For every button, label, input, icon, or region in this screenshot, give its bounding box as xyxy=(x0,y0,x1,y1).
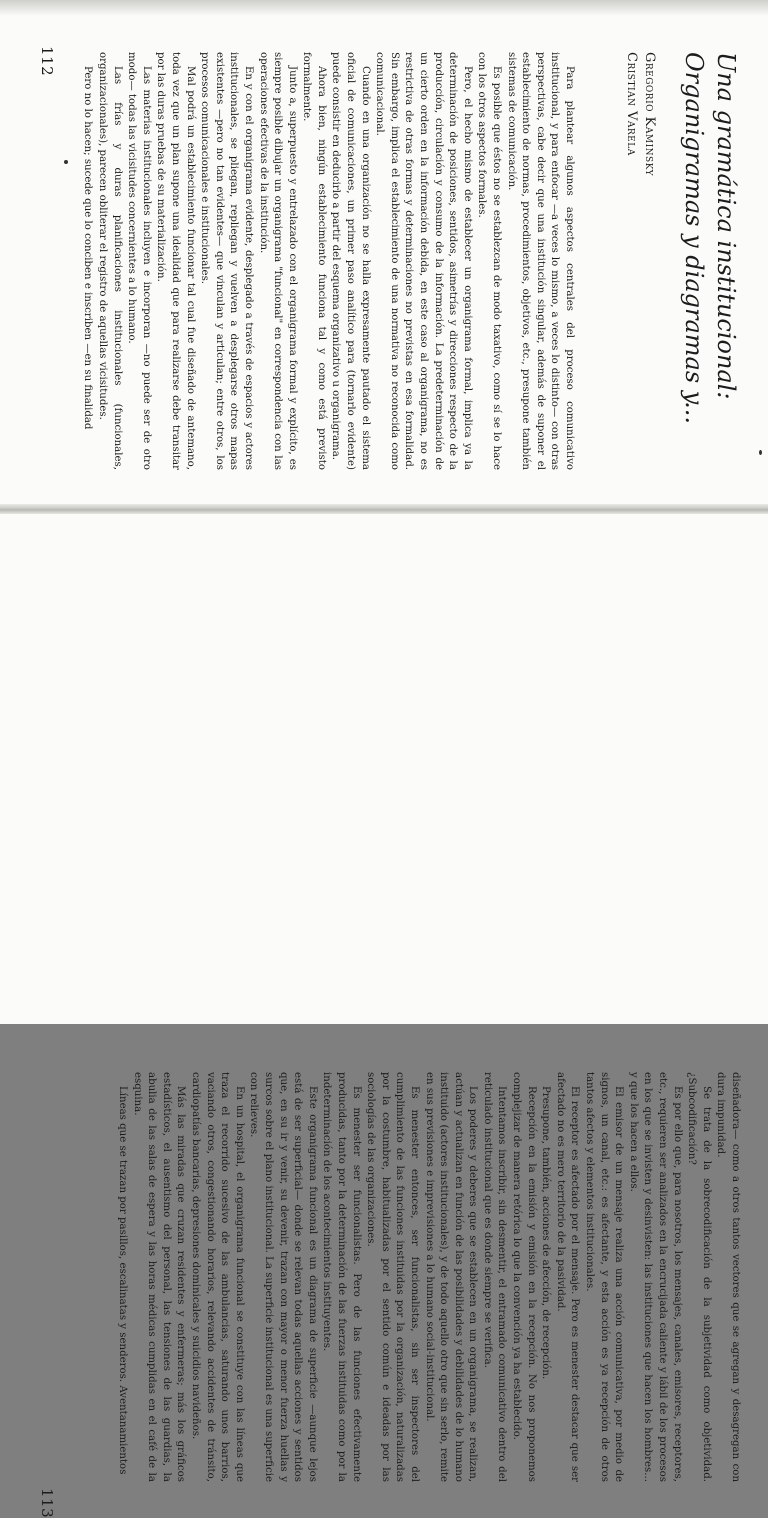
scan-speck xyxy=(64,160,68,164)
body-paragraph: Los poderes y deberes que se establecen en un organigrama, se realizan, actúan y actualizan en función de las posibilidades y debilidades de lo humano instituido (actores institucionales), y de todo aquello otro que sin serlo, remite en sus previsiones e imprevisiones a lo humano social-institucional. xyxy=(423,1072,479,1482)
body-paragraph: Junto a, superpuesto y entrelazado con el organigrama formal y explícito, es siempre posible dibujar un organigrama "funcional" en correspondencia con las operaciones efectivas de la institución. xyxy=(257,52,298,470)
body-paragraph: Líneas que se trazan por pasillos, escalinatas y senderos. Aventanamientos xyxy=(117,1086,129,1475)
body-paragraph: Presupone, también, acciones de afección, de recepción. xyxy=(540,1086,552,1380)
right-page xyxy=(0,512,768,1518)
body-paragraph: Las frías y duras planificaciones institucionales (funcionales, organizacionales), parecen obliterar el registro de aquellas vicisitudes. xyxy=(97,52,123,470)
body-paragraph: En un hospital, el organigrama funcional se constituye con las líneas que traza el recorrido sucesivo de las ambulancias, saturando unos barrios, vaciando otros, congestionando horarios, relevando accidentes de tránsito, cardiopatías bancarias, depresiones dominicales y suicidios navideños. xyxy=(190,1072,245,1482)
body-paragraph: Ahora bien, ningún establecimiento funciona tal y como está previsto formalmente. xyxy=(301,52,327,470)
page-number: 113 xyxy=(38,1488,56,1518)
body-paragraph: Este organigrama funcional es un diagrama de superficie —aunque lejos está de ser superficial— donde se relevan todas aquellas acciones y sentidos que, en su ir y venir, su devenir, trazan con mayor o menor fuerza huellas y surcos sobre el plano institucional. La superficie institucional es una superficie con relieves. xyxy=(248,1072,318,1482)
body-paragraph: Cuando en una organización no se halla expresamente pautado el sistema oficial de comunicaciones, un primer paso analítico para (tornarlo evidente) puede consistir en deducirlo a partir del esquema organizativo u organigrama. xyxy=(330,52,371,470)
page-number: 112 xyxy=(38,46,56,77)
chapter-title-line-2: Organigramas y diagramas y... xyxy=(680,52,708,425)
body-paragraph: Es menester entonces, ser funcionalistas, sin ser inspectores del cumplimiento de las funciones instituidas por la organización, naturalizadas por la costumbre, habitualizadas por el sentido común e ideadas por las sociologías de las organizaciones. xyxy=(365,1072,420,1482)
body-paragraph: Intentamos inscribir, sin desmentir, el entramado comunicativo dentro del reticulado institucional que es donde siempre se verifica. xyxy=(481,1072,508,1482)
body-paragraph: Es por ello que, para nosotros, los mensajes, canales, emisores, receptores, etc., requieren ser analizados en la encrucijada caliente y lábil de los procesos en los que se invisten y desinvisten: las instituciones que hacen los hombres... y que los hacen a ellos. xyxy=(627,1072,683,1482)
left-page-body xyxy=(76,52,576,470)
body-paragraph: Las materias institucionales incluyen e incorporan —no puede ser de otro modo— todas las vicisitudes concernientes a lo humano. xyxy=(126,52,152,470)
scan-speck xyxy=(759,450,762,455)
body-paragraph: diseñadora— como a otros tantos vectores que se agregan y desagregan con dura impunidad. xyxy=(715,1072,741,1482)
author-name: Gregorio Kaminsky xyxy=(642,52,657,177)
author-name: Cristian Varela xyxy=(624,52,639,156)
page-edge-shadow xyxy=(0,0,768,16)
chapter-title-line-1: Una gramática institucional: xyxy=(712,52,740,400)
body-paragraph: Para plantear algunos aspectos centrales del proceso comunicativo institucional, y para enfocar —a veces lo mismo, a veces lo distinto— con otras perspectivas, cabe decir que una institución singular, además de suponer el establecimiento de normas, procedimientos, objetivos, etc., presupone también sistemas de comunicación. xyxy=(505,52,575,470)
body-paragraph: Más las miradas que cruzan residentes y enfermeras; más los gráficos estadísticos, el ausentismo del personal, las tensiones de las guardias, la abulia de las salas de espera y las horas médicas cumplidas en el café de la esquina. xyxy=(131,1072,187,1482)
body-paragraph: El emisor de un mensaje realiza una acción comunicativa, por medio de signos, un canal, etc.: es afectante, y esta acción es ya recepción de otros tantos afectos y elementos institucionales. xyxy=(584,1072,625,1482)
body-paragraph: Recepción en la emisión y emisión en la recepción. No nos proponemos complejizar de manera retórica lo que la convención ya ha establecido. xyxy=(511,1072,537,1482)
body-paragraph: El receptor es afectado por el mensaje. Pero es menester destacar que ser afectado no es mero territorio de la pasividad. xyxy=(554,1072,581,1482)
body-paragraph: Pero, el hecho mismo de establecer un organigrama formal, implica ya la determinación de posiciones, sentidos, asimetrías y direcciones respecto de la producción, circulación y consumo de la información. La predeterminación de un cierto orden en la información debida, en este caso al organigrama, no es restrictiva de otras formas y determinaciones no previstas en esa formalidad. Sin embargo, implica el establecimiento de una normativa no reconocida como comunicacional. xyxy=(374,52,473,470)
body-paragraph: Es posible que éstos no se establezcan de modo taxativo, como sí se lo hace con los otros aspectos formales. xyxy=(476,52,503,470)
right-page-body xyxy=(72,1072,742,1482)
body-paragraph: Mal podrá un establecimiento funcionar tal cual fue diseñado de antemano, toda vez que un plan supone una idealidad que para realizarse debe transitar por las duras pruebas de su materialización. xyxy=(155,52,196,470)
chapter-heading xyxy=(622,52,742,472)
body-paragraph: Pero no lo hacen; sucede que lo conciben e inscriben —en su finalidad xyxy=(82,66,94,430)
left-page xyxy=(0,0,768,504)
body-paragraph: En y con el organigrama evidente, desplegado a través de espacios y actores institucionales, se pliegan, repliegan y vuelven a desplegarse otros mapas existentes —pero no tan evidentes— que vinculan y articulan; entre otros, los procesos comunicacionales e institucionales. xyxy=(199,52,254,470)
body-paragraph: Se trata de la sobrecodificación de la subjetividad como objetividad. ¿Subcodificación? xyxy=(686,1072,712,1482)
body-paragraph: Es menester ser funcionalistas. Pero de las funciones efectivamente producidas, tanto por la determinación de las fuerzas instituidas como por la indeterminación de los acontecimientos instituyentes. xyxy=(321,1072,362,1482)
